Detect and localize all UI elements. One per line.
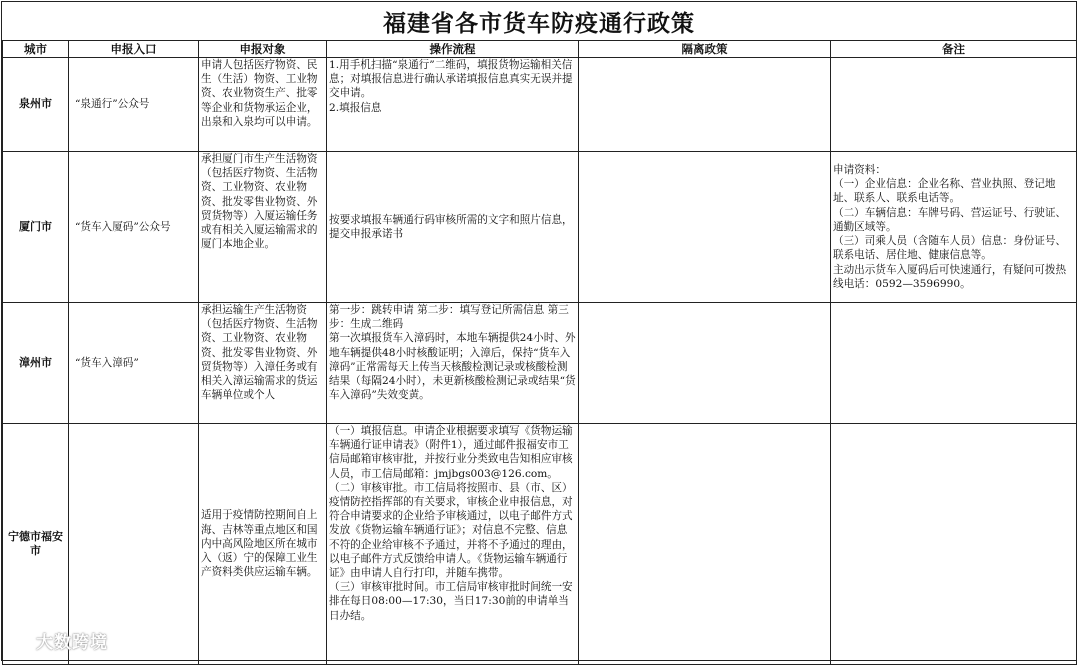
process-step: （三）审核审批时间。市工信局审核审批时间统一安排在每日08:00—17:30，当日17:30前的申请单当日办结。: [329, 581, 573, 622]
city-cell: 厦门市: [3, 152, 69, 303]
quarantine-cell: [579, 424, 831, 665]
header-entry: 申报入口: [69, 41, 199, 58]
page-title: 福建省各市货车防疫通行政策: [2, 2, 1076, 41]
process-cell: [327, 152, 579, 303]
table-row: [3, 58, 1077, 152]
process-cell: [327, 303, 579, 424]
table-row: [3, 424, 1077, 665]
header-process: 操作流程: [327, 41, 579, 58]
process-cell: [327, 424, 579, 665]
note-line: （二）车辆信息：车牌号码、营运证号、行驶证、通勤区域等。: [833, 206, 1067, 233]
weibo-logo-icon: [6, 631, 32, 651]
process-step: （一）填报信息。申请企业根据要求填写《货物运输车辆通行证申请表》（附件1），通过邮件报福安市工信局邮箱审核审批，并按行业分类致电告知相应审核人员，市工信局邮箱：jmjbgs003@126.com。: [329, 425, 573, 480]
note-line: 申请资料：: [833, 164, 886, 177]
process-step: 1.用手机扫描“泉通行”二维码，填报货物运输相关信息；对填报信息进行确认承诺填报信息真实无误并提交申请。: [329, 59, 573, 100]
process-step: 2.填报信息: [329, 101, 382, 114]
policy-sheet: [1, 1, 1077, 661]
process-step: （二）审核审批。市工信局将按照市、县（市、区）疫情防控指挥部的有关要求，审核企业申报信息，对符合申请要求的企业给予审核通过，以电子邮件方式发放《货物运输车辆通行证》；对信息不完整、信息不符的企业给审核不予通过，并将不予通过的理由，以电子邮件方式反馈给申请人。《货物运输车辆通行证》由申请人自行打印，并随车携带。: [329, 481, 573, 580]
header-quarantine: 隔离政策: [579, 41, 831, 58]
quarantine-cell: [579, 152, 831, 303]
target-cell: 承担运输生产生活物资（包括医疗物资、生活物资、工业物资、农业物资、批发零售业物资、外贸货物等）入漳任务或有相关入漳运输需求的货运车辆单位或个人: [199, 303, 327, 424]
notes-cell: [831, 58, 1077, 152]
notes-cell: [831, 152, 1077, 303]
table-row: [3, 152, 1077, 303]
target-cell: 适用于疫情防控期间自上海、吉林等重点地区和国内中高风险地区所在城市入（返）宁的保障工业生产资料类供应运输车辆。: [199, 424, 327, 665]
policy-table: [2, 40, 1077, 665]
note-line: （一）企业信息：企业名称、营业执照、登记地址、联系人、联系电话等。: [833, 178, 1056, 205]
notes-cell: [831, 303, 1077, 424]
header-city: 城市: [3, 41, 69, 58]
note-line: 主动出示货车入厦码后可快速通行，有疑问可拨热线电话：0592—3596990。: [833, 263, 1067, 290]
header-row: [3, 41, 1077, 58]
watermark: [6, 628, 108, 653]
entry-cell: “货车入厦码”公众号: [69, 152, 199, 303]
process-step: 第一次填报货车入漳码时，本地车辆提供24小时、外地车辆提供48小时核酸证明；入漳后，保持“货车入漳码”正常需每天上传当天核酸检测记录或核酸检测结果（每隔24小时），未更新核酸检测记录或结果“货车入漳码”失效变黄。: [329, 332, 576, 402]
city-cell: 泉州市: [3, 58, 69, 152]
entry-cell: “货车入漳码”: [69, 303, 199, 424]
watermark-text: 大数跨境: [36, 633, 108, 653]
entry-cell: “泉通行”公众号: [69, 58, 199, 152]
city-cell: 宁德市福安市: [3, 424, 69, 665]
target-cell: 申请人包括医疗物资、民生（生活）物资、工业物资、农业物资生产、批零等企业和货物承运企业，出泉和入泉均可以申请。: [199, 58, 327, 152]
process-cell: [327, 58, 579, 152]
process-step: 按要求填报车辆通行码审核所需的文字和照片信息，提交申报承诺书: [329, 213, 573, 240]
note-line: （三）司乘人员（含随车人员）信息：身份证号、联系电话、居住地、健康信息等。: [833, 235, 1067, 262]
notes-cell: [831, 424, 1077, 665]
target-cell: 承担厦门市生产生活物资（包括医疗物资、生活物资、工业物资、农业物资、批发零售业物资、外贸货物等）入厦运输任务或有相关入厦运输需求的厦门本地企业。: [199, 152, 327, 303]
quarantine-cell: [579, 303, 831, 424]
process-step: 第一步：跳转申请 第二步：填写登记所需信息 第三步：生成二维码: [329, 304, 569, 331]
quarantine-cell: [579, 58, 831, 152]
header-notes: 备注: [831, 41, 1077, 58]
header-target: 申报对象: [199, 41, 327, 58]
table-row: [3, 303, 1077, 424]
city-cell: 漳州市: [3, 303, 69, 424]
